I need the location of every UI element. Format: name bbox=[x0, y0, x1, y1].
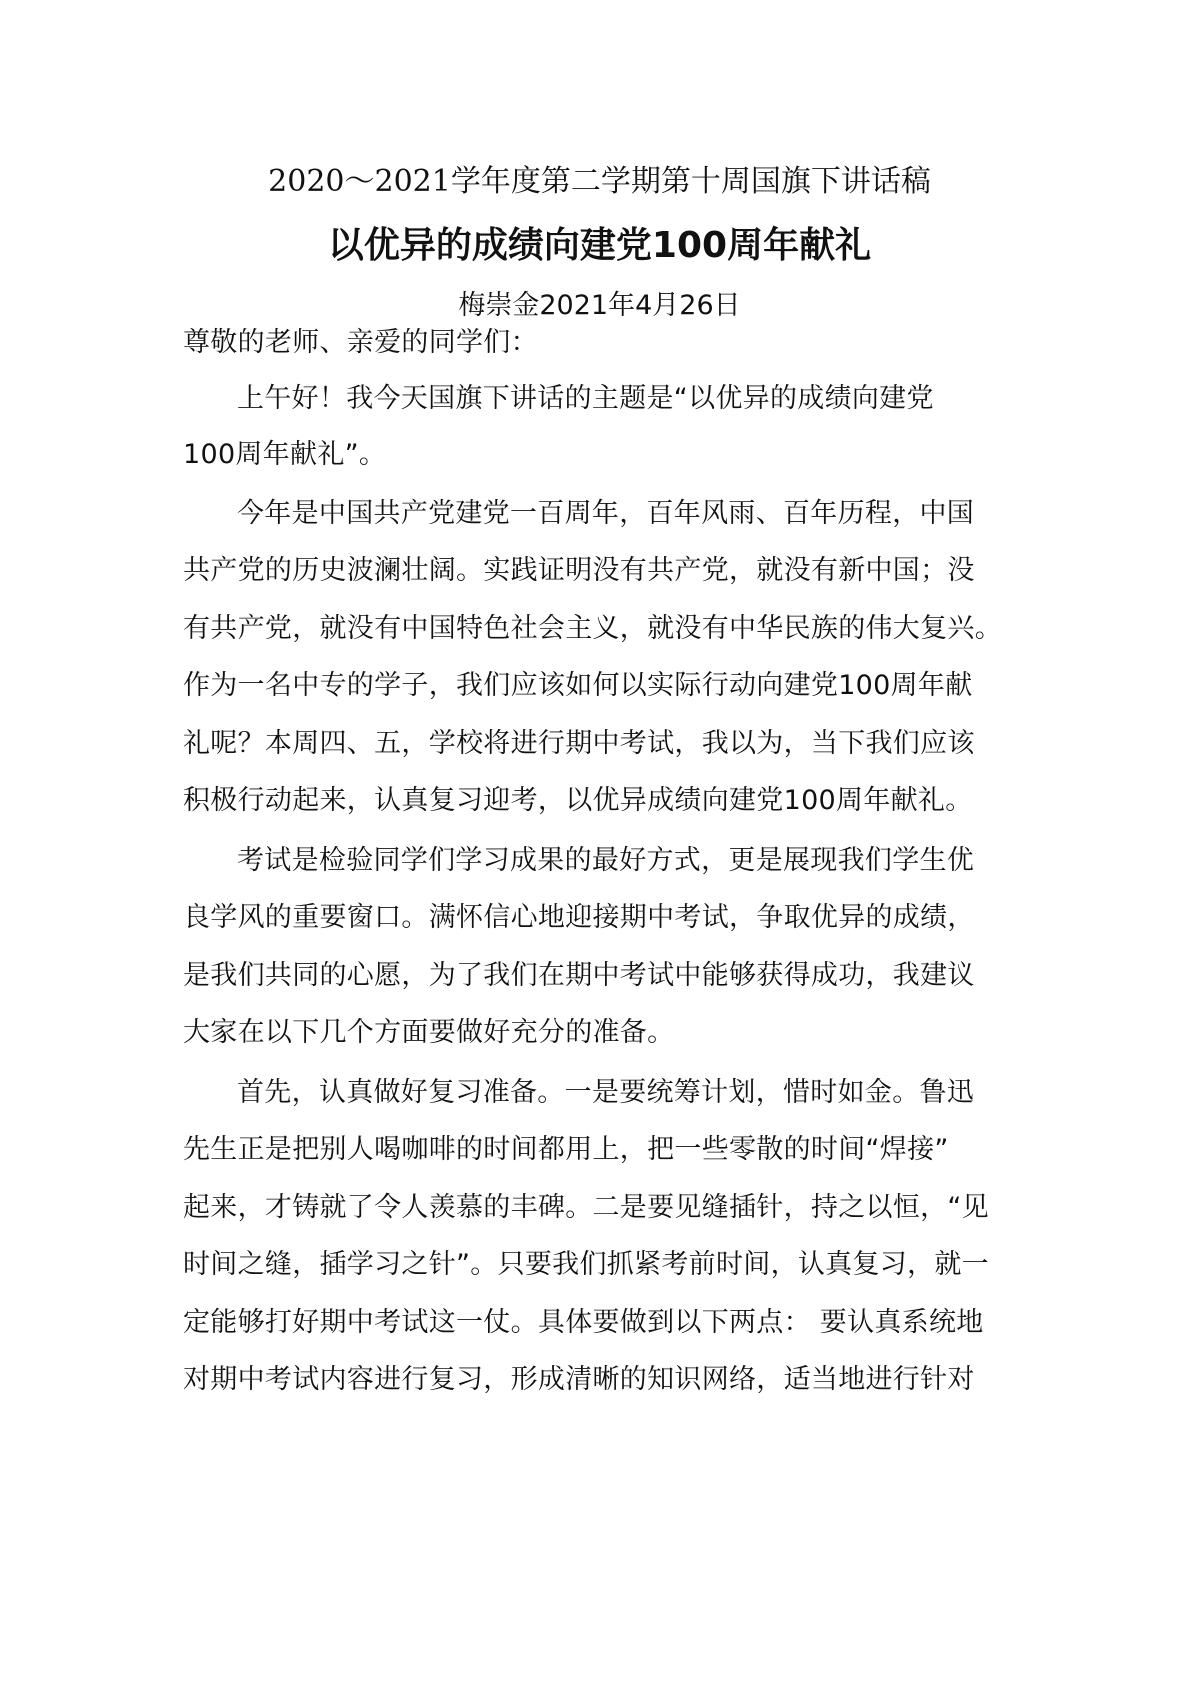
body-line: 大家在以下几个方面要做好充分的准备。 bbox=[183, 1017, 675, 1048]
body-line: 对期中考试内容进行复习，形成清晰的知识网络，适当地进行针对 bbox=[183, 1364, 975, 1395]
body-line: 作为一名中专的学子，我们应该如何以实际行动向建党100周年献 bbox=[183, 670, 973, 701]
body-line: 礼呢？本周四、五，学校将进行期中考试，我以为，当下我们应该 bbox=[183, 728, 975, 759]
body-line: 良学风的重要窗口。满怀信心地迎接期中考试，争取优异的成绩， bbox=[183, 902, 975, 933]
body-line: 首先，认真做好复习准备。一是要统筹计划，惜时如金。鲁迅 bbox=[237, 1077, 975, 1108]
body-line: 先生正是把别人喝咖啡的时间都用上，把一些零散的时间“焊接” bbox=[183, 1134, 949, 1165]
body-line: 有共产党，就没有中国特色社会主义，就没有中华民族的伟大复兴。 bbox=[183, 613, 1002, 644]
document-series-title: 2020～2021学年度第二学期第十周国旗下讲话稿 bbox=[268, 164, 931, 199]
document-byline: 梅崇金2021年4月26日 bbox=[458, 290, 741, 321]
body-line: 定能够打好期中考试这一仗。具体要做到以下两点： 要认真系统地 bbox=[183, 1307, 984, 1338]
salutation: 尊敬的老师、亲爱的同学们： bbox=[183, 327, 538, 358]
body-line: 上午好！我今天国旗下讲话的主题是“以优异的成绩向建党 bbox=[237, 383, 934, 414]
body-line: 共产党的历史波澜壮阔。实践证明没有共产党，就没有新中国；没 bbox=[183, 555, 975, 586]
body-line: 是我们共同的心愿，为了我们在期中考试中能够获得成功，我建议 bbox=[183, 960, 975, 991]
body-line: 起来，才铸就了令人羡慕的丰碑。二是要见缝插针，持之以恒，“见 bbox=[183, 1192, 989, 1223]
body-line: 考试是检验同学们学习成果的最好方式，更是展现我们学生优 bbox=[237, 845, 975, 876]
document-title: 以优异的成绩向建党100周年献礼 bbox=[327, 225, 872, 266]
body-line: 积极行动起来，认真复习迎考，以优异成绩向建党100周年献礼。 bbox=[183, 785, 973, 816]
body-line: 时间之缝，插学习之针”。只要我们抓紧考前时间，认真复习，就一 bbox=[183, 1249, 989, 1280]
body-line: 100周年献礼”。 bbox=[183, 439, 387, 470]
body-line: 今年是中国共产党建党一百周年，百年风雨、百年历程，中国 bbox=[237, 498, 975, 529]
